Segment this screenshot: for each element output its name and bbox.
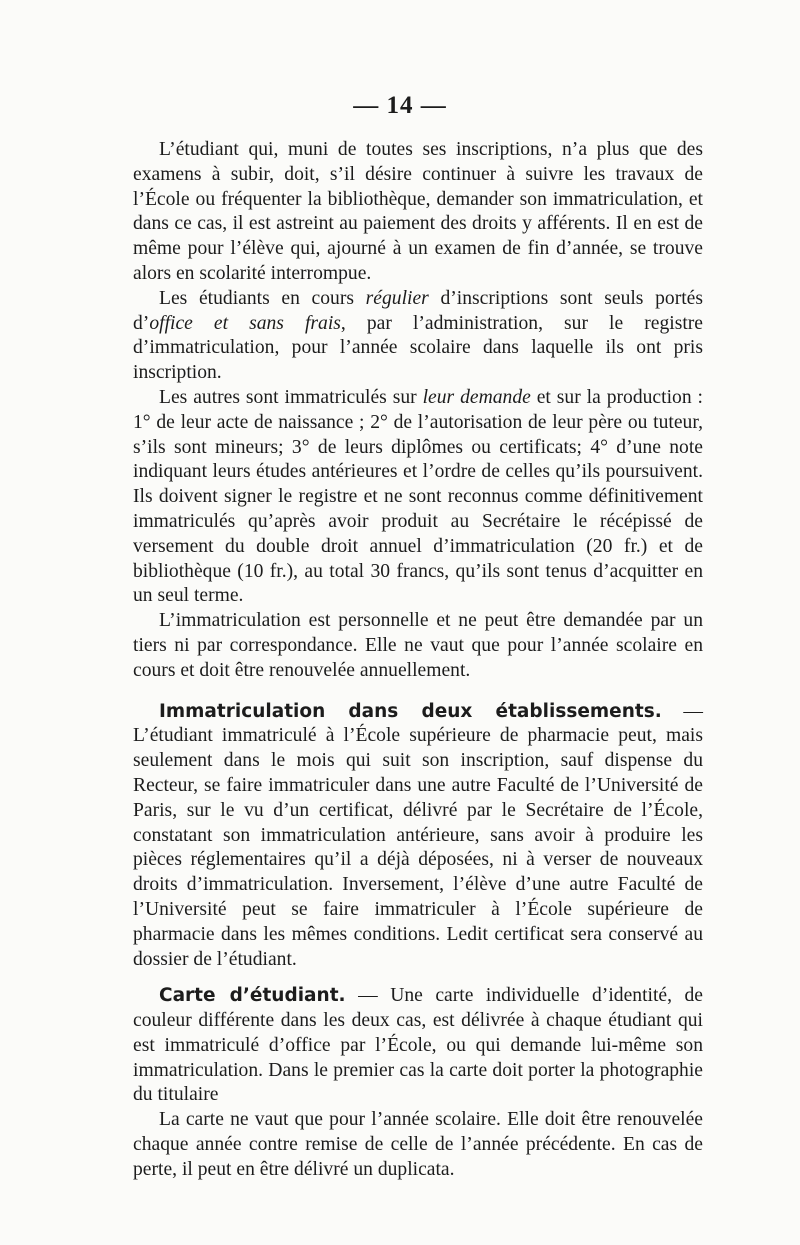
paragraph-regular-students: Les étudiants en cours régulier d’inscriptions sont seuls portés d’office et sans frais, par l’administration, sur le registre d’immatriculation, pour l’année scolaire dans laquelle ils ont pris inscription.: [133, 287, 703, 384]
paragraph-two-establishments: Immatriculation dans deux établissements. — L’étudiant immatriculé à l’École supérieure de pharmacie peut, mais seulement dans le mois qui suit son inscription, sauf dispense du Recteur, se faire immatriculer dans une autre Faculté de l’Université de Paris, sur le vu d’un certificat, délivré par le Secrétaire de l’École, constatant son immatriculation antérieure, sans avoir à produire les pièces réglementaires qu’il a déjà déposées, ni à verser de nouveaux droits d’immatriculation. Inversement, l’élève d’une autre Faculté de l’Université peut se faire immatriculer à l’École supérieure de pharmacie dans les mêmes conditions. Ledit certificat sera conservé au dossier de l’étudiant.: [133, 700, 703, 970]
paragraph-student-card: Carte d’étudiant. — Une carte individuelle d’identité, de couleur différente dans les deux cas, est délivrée à chaque étudiant qui est immatriculé d’office par l’École, ou qui demande lui-même son immatriculation. Dans le premier cas la carte doit porter la photographie du titulaire: [133, 985, 703, 1106]
paragraph-personal-immatriculation: L’immatriculation est personnelle et ne peut être demandée par un tiers ni par correspondance. Elle ne vaut que pour l’année scolaire en cours et doit être renouvelée annuellement.: [133, 610, 703, 681]
paragraph-card-validity: La carte ne vaut que pour l’année scolaire. Elle doit être renouvelée chaque année contre remise de celle de l’année précédente. En cas de perte, il peut en être délivré un duplicata.: [133, 1109, 703, 1180]
body-text: [133, 138, 703, 1183]
page-number: — 14 —: [353, 92, 447, 119]
section-heading: Immatriculation dans deux établissements.: [159, 700, 662, 722]
paragraph-continuing-studies: L’étudiant qui, muni de toutes ses inscriptions, n’a plus que des examens à subir, doit, s’il désire continuer à suivre les travaux de l’École ou fréquenter la bibliothèque, demander son immatriculation, et dans ce cas, il est astreint au paiement des droits y afférents. Il en est de même pour l’élève qui, ajourné à un examen de fin d’année, se trouve alors en scolarité interrompue.: [133, 139, 703, 284]
paragraph-other-students: Les autres sont immatriculés sur leur demande et sur la production : 1° de leur acte de naissance ; 2° de l’autorisation de leur père ou tuteur, s’ils sont mineurs; 3° de leurs diplômes ou certificats; 4° d’une note indiquant leurs études antérieures et l’ordre de celles qu’ils poursuivent. Ils doivent signer le registre et ne sont reconnus comme définitivement immatriculés qu’après avoir produit au Secrétaire le récépissé de versement du double droit annuel d’immatriculation (20 fr.) et de bibliothèque (10 fr.), au total 30 francs, qu’ils sont tenus d’acquitter en un seul terme.: [133, 386, 703, 607]
section-heading: Carte d’étudiant.: [159, 985, 346, 1007]
